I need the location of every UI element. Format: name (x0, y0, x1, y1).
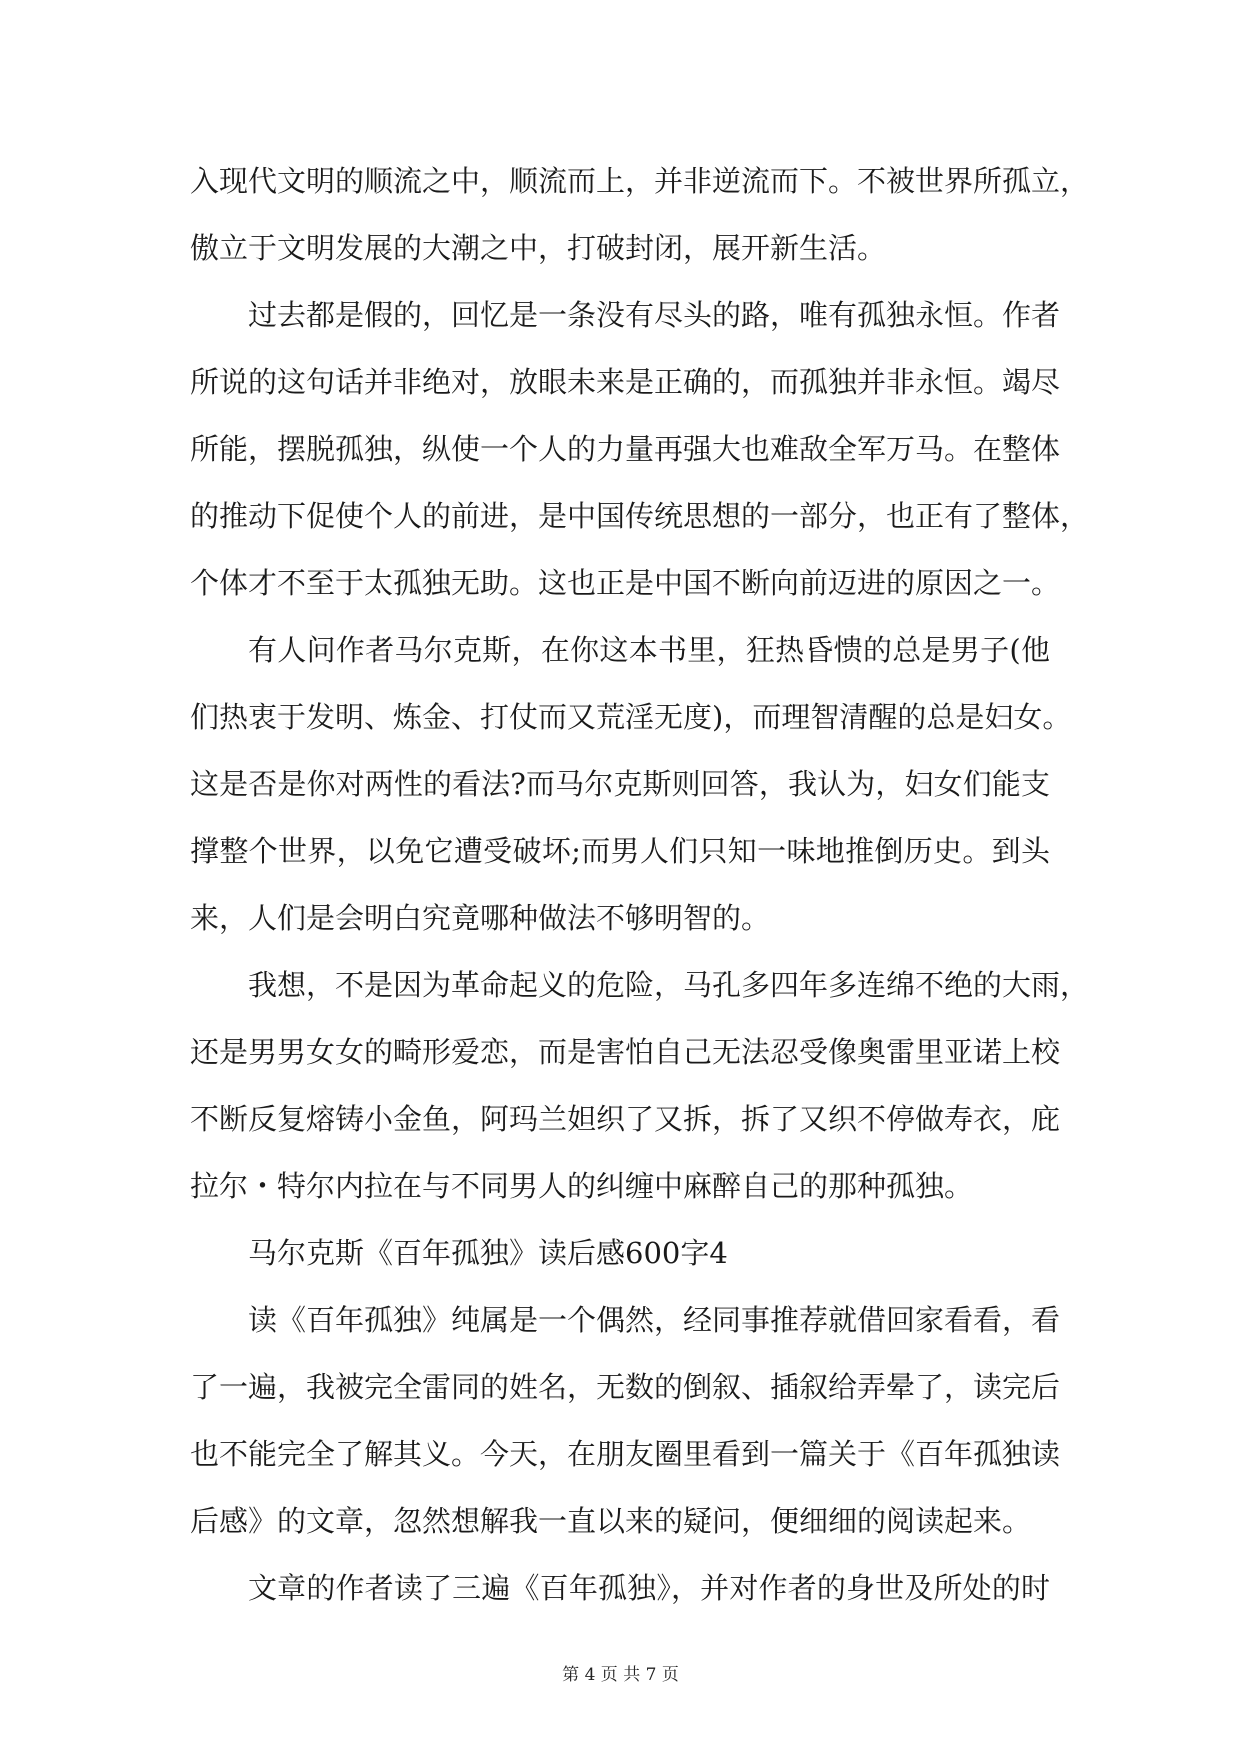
text-line: 们热衷于发明、炼金、打仗而又荒淫无度)，而理智清醒的总是妇女。 (190, 700, 1072, 734)
text-line: 来，人们是会明白究竟哪种做法不够明智的。 (190, 901, 771, 935)
text-line: 也不能完全了解其义。今天，在朋友圈里看到一篇关于《百年孤独读 (190, 1437, 1061, 1471)
text-line: 还是男男女女的畸形爱恋，而是害怕自己无法忍受像奥雷里亚诺上校 (190, 1035, 1061, 1069)
text-line: 拉尔・特尔内拉在与不同男人的纠缠中麻醉自己的那种孤独。 (190, 1169, 974, 1203)
text-line: 这是否是你对两性的看法?而马尔克斯则回答，我认为，妇女们能支 (190, 767, 1050, 801)
text-line: 我想，不是因为革命起义的危险，马孔多四年多连绵不绝的大雨， (248, 968, 1090, 1002)
text-line: 入现代文明的顺流之中，顺流而上，并非逆流而下。不被世界所孤立， (190, 164, 1090, 198)
text-line: 傲立于文明发展的大潮之中，打破封闭，展开新生活。 (190, 231, 887, 265)
text-line: 的推动下促使个人的前进，是中国传统思想的一部分，也正有了整体， (190, 499, 1090, 533)
text-line: 撑整个世界，以免它遭受破坏;而男人们只知一味地推倒历史。到头 (190, 834, 1050, 868)
text-line: 读《百年孤独》纯属是一个偶然，经同事推荐就借回家看看，看 (248, 1303, 1061, 1337)
document-body (190, 148, 1090, 1622)
page-footer: 第 4 页 共 7 页 (562, 1665, 679, 1685)
text-line: 有人问作者马尔克斯，在你这本书里，狂热昏愦的总是男子(他 (248, 633, 1050, 667)
section-heading: 马尔克斯《百年孤独》读后感600字4 (248, 1236, 728, 1270)
text-line: 所说的这句话并非绝对，放眼未来是正确的，而孤独并非永恒。竭尽 (190, 365, 1061, 399)
text-line: 了一遍，我被完全雷同的姓名，无数的倒叙、插叙给弄晕了，读完后 (190, 1370, 1061, 1404)
text-line: 所能，摆脱孤独，纵使一个人的力量再强大也难敌全军万马。在整体 (190, 432, 1061, 466)
text-line: 过去都是假的，回忆是一条没有尽头的路，唯有孤独永恒。作者 (248, 298, 1061, 332)
text-line: 文章的作者读了三遍《百年孤独》，并对作者的身世及所处的时 (248, 1571, 1050, 1605)
text-line: 不断反复熔铸小金鱼，阿玛兰妲织了又拆，拆了又织不停做寿衣，庇 (190, 1102, 1061, 1136)
text-line: 个体才不至于太孤独无助。这也正是中国不断向前迈进的原因之一。 (190, 566, 1061, 600)
text-line: 后感》的文章，忽然想解我一直以来的疑问，便细细的阅读起来。 (190, 1504, 1032, 1538)
